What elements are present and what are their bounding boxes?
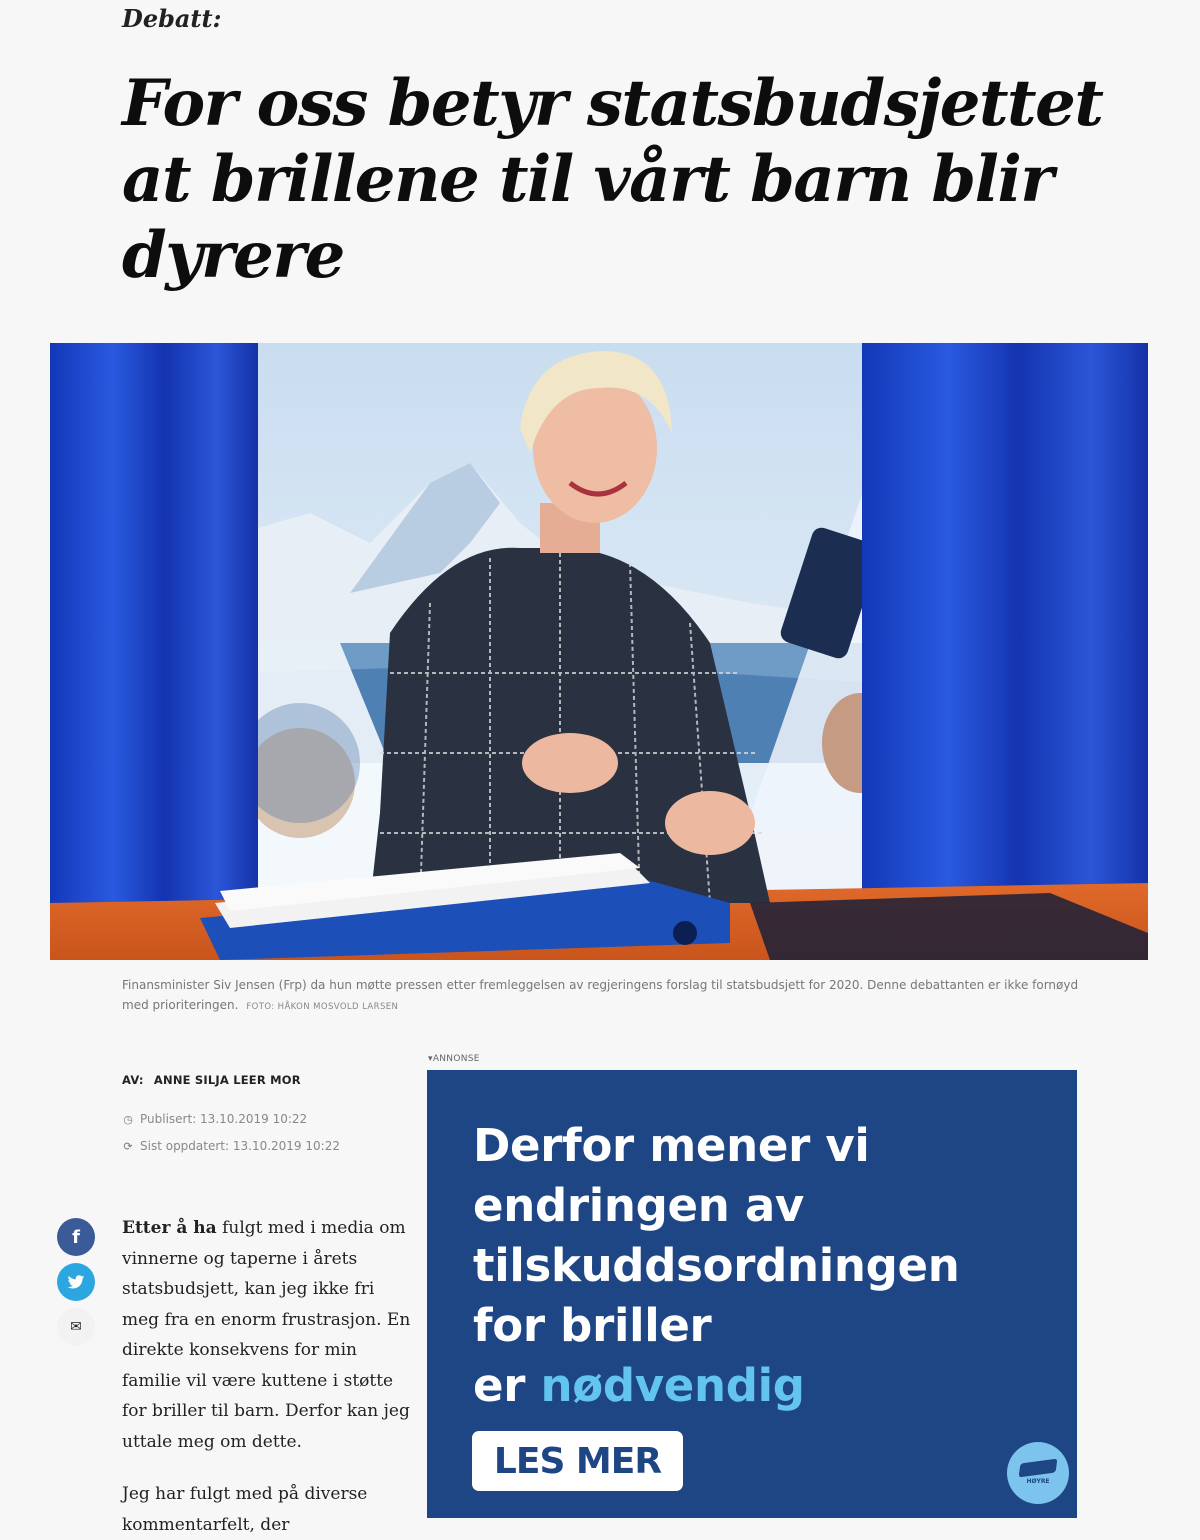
article-headline: For oss betyr statsbudsjettet at brillene til vårt barn blir dyrere	[122, 66, 1103, 293]
updated-date	[122, 1139, 340, 1153]
twitter-icon	[67, 1275, 85, 1290]
article-body	[122, 1213, 412, 1540]
email-icon: ✉	[70, 1319, 82, 1335]
article-kicker: Debatt:	[122, 4, 222, 33]
share-twitter-button[interactable]	[57, 1263, 95, 1301]
paragraph-1	[122, 1213, 412, 1457]
ad-line-1: Derfor mener vi	[473, 1119, 870, 1172]
published-text: Publisert: 13.10.2019 10:22	[140, 1112, 308, 1126]
article-photo[interactable]	[50, 343, 1148, 960]
photo-credit: FOTO: HÅKON MOSVOLD LARSEN	[246, 1002, 399, 1012]
author-name[interactable]: ANNE SILJA LEER MOR	[153, 1073, 301, 1087]
paragraph-1-lead: Etter å ha	[122, 1218, 217, 1238]
advertisement[interactable]	[427, 1070, 1077, 1518]
byline-label: AV:	[122, 1073, 144, 1087]
ad-line-3: tilskuddsordningen	[473, 1239, 960, 1292]
paragraph-1-text: fulgt med i media om vinnerne og taperne i årets statsbudsjett, kan jeg ikke fri meg fra en enorm frustrasjon. En direkte konsekvens for min familie vil være kuttene i støtte for briller til barn. Derfor kan jeg uttale meg om dette.	[122, 1218, 411, 1452]
clock-icon: ◷	[123, 1112, 133, 1126]
ad-headline	[473, 1116, 1033, 1416]
share-facebook-button[interactable]	[57, 1218, 95, 1256]
ad-line-2: endringen av	[473, 1179, 804, 1232]
ad-line-5	[473, 1356, 1033, 1416]
ad-label[interactable]: ▾ANNONSE	[428, 1054, 480, 1064]
share-email-button[interactable]	[57, 1308, 95, 1346]
published-date	[122, 1112, 307, 1126]
ad-read-more-button[interactable]: LES MER	[472, 1431, 683, 1491]
paragraph-2: Jeg har fulgt med på diverse kommentarfelt, der	[122, 1484, 368, 1535]
refresh-icon: ⟳	[123, 1139, 133, 1153]
facebook-icon: f	[72, 1226, 80, 1248]
hoyre-logo	[1007, 1442, 1069, 1504]
caption-text: Finansminister Siv Jensen (Frp) da hun møtte pressen etter fremleggelsen av regjeringens forslag til statsbudsjett for 2020. Denne debattanten er ikke fornøyd med prioriteringen.	[122, 978, 1079, 1012]
ad-line-5-accent: nødvendig	[540, 1359, 805, 1412]
updated-text: Sist oppdatert: 13.10.2019 10:22	[140, 1139, 340, 1153]
ad-line-4: for briller	[473, 1299, 712, 1352]
photo-illustration	[50, 343, 1148, 960]
hoyre-logo-text: HØYRE	[1026, 1478, 1050, 1485]
hoyre-logo-mark	[1019, 1459, 1058, 1478]
ad-line-5-prefix: er	[473, 1359, 541, 1412]
byline	[122, 1073, 301, 1087]
photo-caption	[122, 975, 1082, 1017]
